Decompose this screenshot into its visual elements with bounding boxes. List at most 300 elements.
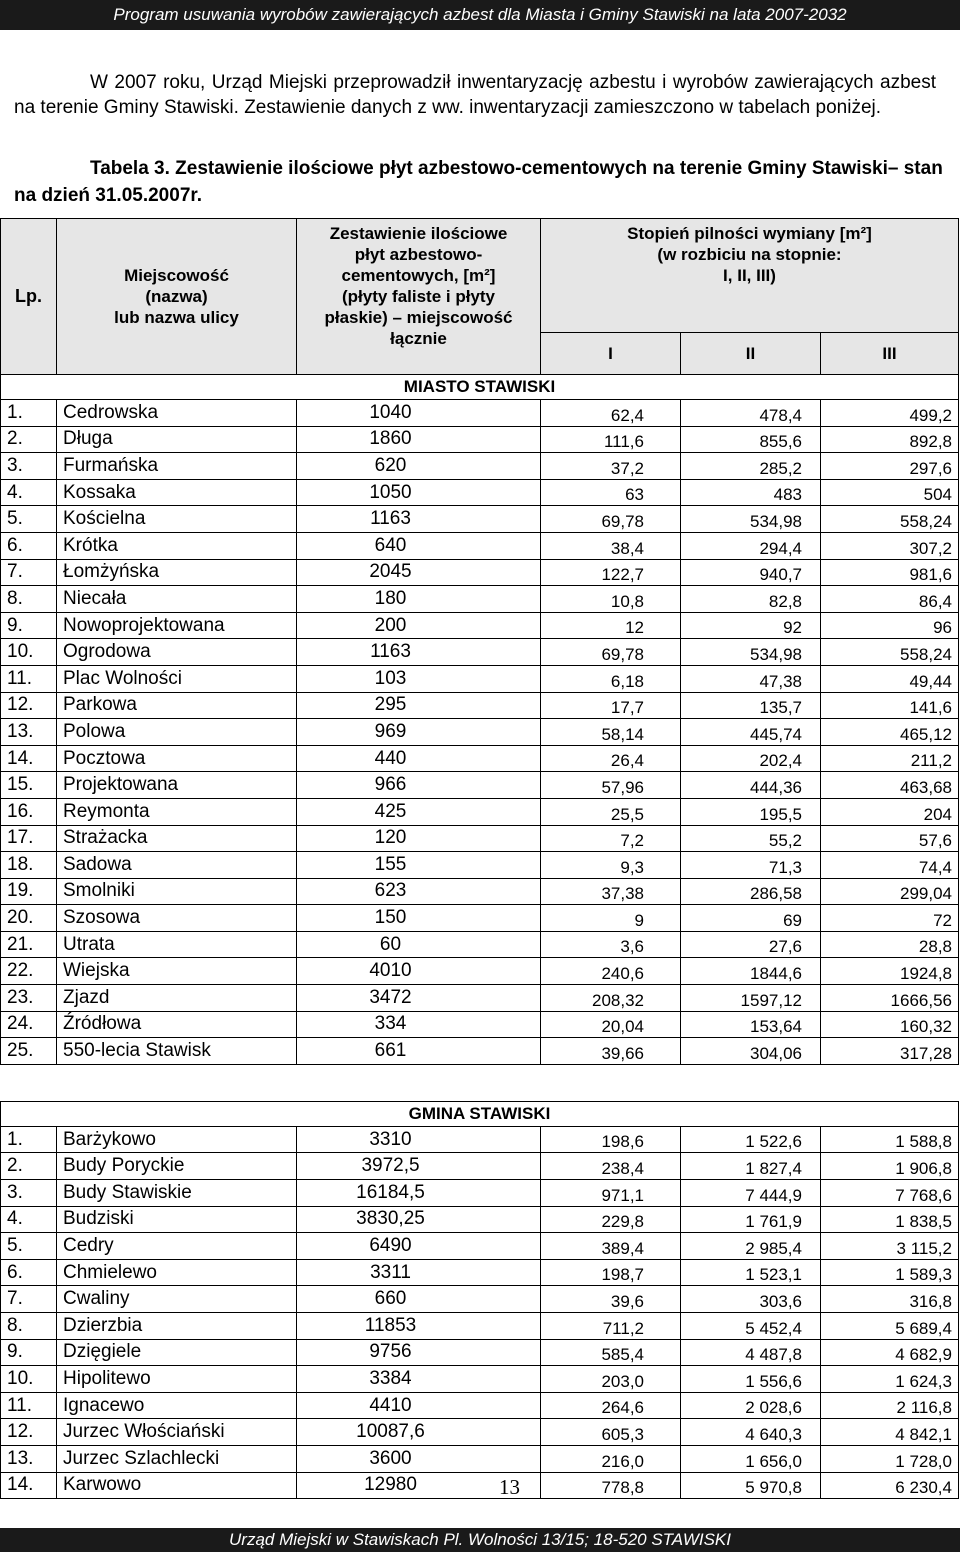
row-stage-3: 72 bbox=[821, 905, 959, 932]
header-name-line: Miejscowość bbox=[124, 266, 229, 285]
row-total: 9756 bbox=[297, 1339, 541, 1366]
row-lp: 5. bbox=[1, 1233, 57, 1260]
table-row bbox=[1, 772, 959, 799]
row-stage-1: 39,6 bbox=[541, 1286, 681, 1313]
intro-paragraph bbox=[14, 70, 936, 120]
section-miasto-label: MIASTO STAWISKI bbox=[1, 375, 959, 400]
header-stage-3: III bbox=[821, 333, 959, 375]
row-total: 103 bbox=[297, 665, 541, 692]
row-lp: 16. bbox=[1, 798, 57, 825]
header-total-line: płaskie) – miejscowość bbox=[324, 308, 513, 327]
row-stage-3: 3 115,2 bbox=[821, 1233, 959, 1260]
row-stage-2: 304,06 bbox=[681, 1038, 821, 1065]
section-row-gmina bbox=[1, 1101, 959, 1126]
row-total: 10087,6 bbox=[297, 1419, 541, 1446]
row-stage-2: 534,98 bbox=[681, 506, 821, 533]
row-stage-1: 37,38 bbox=[541, 878, 681, 905]
row-lp: 14. bbox=[1, 1472, 57, 1499]
row-total: 1163 bbox=[297, 639, 541, 666]
row-stage-3: 558,24 bbox=[821, 506, 959, 533]
table-row bbox=[1, 586, 959, 613]
row-stage-3: 86,4 bbox=[821, 586, 959, 613]
spacer-cell bbox=[1, 1064, 959, 1101]
table-row bbox=[1, 1206, 959, 1233]
row-name: Budziski bbox=[57, 1206, 297, 1233]
table-row bbox=[1, 1419, 959, 1446]
row-stage-3: 499,2 bbox=[821, 400, 959, 427]
row-stage-2: 2 985,4 bbox=[681, 1233, 821, 1260]
row-stage-1: 63 bbox=[541, 479, 681, 506]
table-row bbox=[1, 612, 959, 639]
row-stage-1: 111,6 bbox=[541, 426, 681, 453]
row-total: 4410 bbox=[297, 1392, 541, 1419]
row-stage-3: 316,8 bbox=[821, 1286, 959, 1313]
row-total: 966 bbox=[297, 772, 541, 799]
row-stage-1: 62,4 bbox=[541, 400, 681, 427]
table-row bbox=[1, 852, 959, 879]
row-name: Pocztowa bbox=[57, 745, 297, 772]
row-total: 180 bbox=[297, 586, 541, 613]
row-stage-2: 5 452,4 bbox=[681, 1313, 821, 1340]
row-stage-1: 198,6 bbox=[541, 1126, 681, 1153]
row-stage-3: 96 bbox=[821, 612, 959, 639]
row-lp: 2. bbox=[1, 426, 57, 453]
header-name-line: lub nazwa ulicy bbox=[114, 308, 239, 327]
table-row bbox=[1, 825, 959, 852]
header-total-line: (płyty faliste i płyty bbox=[341, 287, 496, 306]
table-row bbox=[1, 745, 959, 772]
row-stage-1: 25,5 bbox=[541, 798, 681, 825]
row-stage-1: 69,78 bbox=[541, 639, 681, 666]
row-stage-1: 9 bbox=[541, 905, 681, 932]
row-stage-3: 892,8 bbox=[821, 426, 959, 453]
row-lp: 6. bbox=[1, 1259, 57, 1286]
row-stage-2: 202,4 bbox=[681, 745, 821, 772]
row-total: 16184,5 bbox=[297, 1180, 541, 1207]
row-total: 425 bbox=[297, 798, 541, 825]
row-stage-2: 135,7 bbox=[681, 692, 821, 719]
row-stage-1: 264,6 bbox=[541, 1392, 681, 1419]
row-lp: 6. bbox=[1, 532, 57, 559]
row-lp: 11. bbox=[1, 665, 57, 692]
row-stage-3: 307,2 bbox=[821, 532, 959, 559]
row-total: 11853 bbox=[297, 1313, 541, 1340]
row-total: 1163 bbox=[297, 506, 541, 533]
header-stage-2: II bbox=[681, 333, 821, 375]
row-stage-3: 49,44 bbox=[821, 665, 959, 692]
row-stage-2: 2 028,6 bbox=[681, 1392, 821, 1419]
row-stage-3: 204 bbox=[821, 798, 959, 825]
row-stage-3: 1 906,8 bbox=[821, 1153, 959, 1180]
table-row bbox=[1, 1339, 959, 1366]
row-stage-3: 7 768,6 bbox=[821, 1180, 959, 1207]
row-stage-3: 463,68 bbox=[821, 772, 959, 799]
row-stage-3: 28,8 bbox=[821, 931, 959, 958]
row-name: Łomżyńska bbox=[57, 559, 297, 586]
table-row bbox=[1, 905, 959, 932]
row-total: 623 bbox=[297, 878, 541, 905]
row-lp: 17. bbox=[1, 825, 57, 852]
header-total-line: płyt azbestowo- bbox=[354, 245, 483, 264]
page-number: 13 bbox=[499, 1475, 520, 1499]
row-lp: 12. bbox=[1, 1419, 57, 1446]
row-lp: 10. bbox=[1, 639, 57, 666]
table-row bbox=[1, 1126, 959, 1153]
row-stage-3: 981,6 bbox=[821, 559, 959, 586]
row-stage-3: 57,6 bbox=[821, 825, 959, 852]
row-total: 3472 bbox=[297, 985, 541, 1012]
row-name: Dzięgiele bbox=[57, 1339, 297, 1366]
table-row bbox=[1, 878, 959, 905]
table-row bbox=[1, 931, 959, 958]
row-stage-2: 153,64 bbox=[681, 1011, 821, 1038]
row-stage-1: 17,7 bbox=[541, 692, 681, 719]
row-stage-3: 465,12 bbox=[821, 719, 959, 746]
row-total: 440 bbox=[297, 745, 541, 772]
row-stage-3: 1 588,8 bbox=[821, 1126, 959, 1153]
row-stage-1: 216,0 bbox=[541, 1445, 681, 1472]
row-stage-1: 778,8 bbox=[541, 1472, 681, 1499]
row-stage-2: 1 827,4 bbox=[681, 1153, 821, 1180]
row-total: 60 bbox=[297, 931, 541, 958]
row-lp: 9. bbox=[1, 612, 57, 639]
row-stage-3: 6 230,4 bbox=[821, 1472, 959, 1499]
row-stage-2: 1 522,6 bbox=[681, 1126, 821, 1153]
row-stage-2: 1844,6 bbox=[681, 958, 821, 985]
table-row bbox=[1, 1259, 959, 1286]
row-name: Wiejska bbox=[57, 958, 297, 985]
row-name: Dzierzbia bbox=[57, 1313, 297, 1340]
row-stage-1: 58,14 bbox=[541, 719, 681, 746]
row-stage-3: 141,6 bbox=[821, 692, 959, 719]
row-stage-1: 26,4 bbox=[541, 745, 681, 772]
row-lp: 11. bbox=[1, 1392, 57, 1419]
row-total: 12980 bbox=[297, 1472, 541, 1499]
row-stage-2: 940,7 bbox=[681, 559, 821, 586]
header-total-line: cementowych, [m²] bbox=[341, 266, 496, 285]
row-stage-3: 1666,56 bbox=[821, 985, 959, 1012]
row-lp: 7. bbox=[1, 1286, 57, 1313]
table-row bbox=[1, 400, 959, 427]
row-stage-1: 198,7 bbox=[541, 1259, 681, 1286]
row-stage-2: 1597,12 bbox=[681, 985, 821, 1012]
row-stage-2: 5 970,8 bbox=[681, 1472, 821, 1499]
row-stage-1: 240,6 bbox=[541, 958, 681, 985]
row-stage-2: 855,6 bbox=[681, 426, 821, 453]
row-total: 660 bbox=[297, 1286, 541, 1313]
table-row bbox=[1, 1011, 959, 1038]
row-total: 150 bbox=[297, 905, 541, 932]
row-lp: 4. bbox=[1, 1206, 57, 1233]
row-lp: 8. bbox=[1, 586, 57, 613]
row-stage-3: 4 842,1 bbox=[821, 1419, 959, 1446]
table-row bbox=[1, 719, 959, 746]
page-footer: Urząd Miejski w Stawiskach Pl. Wolności 13/15; 18-520 STAWISKI bbox=[0, 1528, 960, 1552]
table-row bbox=[1, 1472, 959, 1499]
row-stage-2: 303,6 bbox=[681, 1286, 821, 1313]
row-stage-1: 203,0 bbox=[541, 1366, 681, 1393]
row-stage-3: 1 624,3 bbox=[821, 1366, 959, 1393]
row-total: 1040 bbox=[297, 400, 541, 427]
header-stage-1: I bbox=[541, 333, 681, 375]
row-stage-2: 71,3 bbox=[681, 852, 821, 879]
table-row bbox=[1, 559, 959, 586]
row-total: 4010 bbox=[297, 958, 541, 985]
row-lp: 3. bbox=[1, 453, 57, 480]
row-stage-3: 5 689,4 bbox=[821, 1313, 959, 1340]
row-lp: 19. bbox=[1, 878, 57, 905]
row-stage-2: 1 656,0 bbox=[681, 1445, 821, 1472]
row-lp: 12. bbox=[1, 692, 57, 719]
row-name: Hipolitewo bbox=[57, 1366, 297, 1393]
table-row bbox=[1, 1366, 959, 1393]
row-total: 661 bbox=[297, 1038, 541, 1065]
row-stage-2: 4 640,3 bbox=[681, 1419, 821, 1446]
table-row bbox=[1, 1153, 959, 1180]
row-name: Smolniki bbox=[57, 878, 297, 905]
row-name: Ogrodowa bbox=[57, 639, 297, 666]
row-total: 295 bbox=[297, 692, 541, 719]
row-stage-2: 1 556,6 bbox=[681, 1366, 821, 1393]
section-gmina-label: GMINA STAWISKI bbox=[1, 1101, 959, 1126]
row-lp: 4. bbox=[1, 479, 57, 506]
caption-text: Tabela 3. Zestawienie ilościowe płyt azbestowo-cementowych na terenie Gminy Stawiski– stan na dzień 31.05.2007r. bbox=[14, 158, 943, 206]
row-stage-2: 444,36 bbox=[681, 772, 821, 799]
row-name: Kossaka bbox=[57, 479, 297, 506]
row-name: Szosowa bbox=[57, 905, 297, 932]
row-name: Sadowa bbox=[57, 852, 297, 879]
row-stage-1: 69,78 bbox=[541, 506, 681, 533]
table-row bbox=[1, 1038, 959, 1065]
row-stage-3: 1 589,3 bbox=[821, 1259, 959, 1286]
row-stage-1: 37,2 bbox=[541, 453, 681, 480]
row-stage-2: 27,6 bbox=[681, 931, 821, 958]
row-name: Jurzec Włościański bbox=[57, 1419, 297, 1446]
row-name: Zjazd bbox=[57, 985, 297, 1012]
row-total: 3384 bbox=[297, 1366, 541, 1393]
table-row bbox=[1, 1392, 959, 1419]
row-total: 2045 bbox=[297, 559, 541, 586]
row-stage-3: 74,4 bbox=[821, 852, 959, 879]
row-stage-3: 299,04 bbox=[821, 878, 959, 905]
row-total: 3830,25 bbox=[297, 1206, 541, 1233]
table-row bbox=[1, 958, 959, 985]
row-stage-2: 55,2 bbox=[681, 825, 821, 852]
section-row-miasto bbox=[1, 375, 959, 400]
row-stage-2: 47,38 bbox=[681, 665, 821, 692]
row-stage-2: 195,5 bbox=[681, 798, 821, 825]
row-stage-1: 238,4 bbox=[541, 1153, 681, 1180]
row-stage-1: 6,18 bbox=[541, 665, 681, 692]
row-name: Niecała bbox=[57, 586, 297, 613]
row-name: Projektowana bbox=[57, 772, 297, 799]
row-total: 3600 bbox=[297, 1445, 541, 1472]
row-lp: 5. bbox=[1, 506, 57, 533]
row-stage-2: 286,58 bbox=[681, 878, 821, 905]
header-stage-line: (w rozbiciu na stopnie: bbox=[657, 245, 842, 264]
row-total: 620 bbox=[297, 453, 541, 480]
row-name: Cedry bbox=[57, 1233, 297, 1260]
table-row bbox=[1, 692, 959, 719]
row-name: Jurzec Szlachlecki bbox=[57, 1445, 297, 1472]
row-name: Reymonta bbox=[57, 798, 297, 825]
row-total: 120 bbox=[297, 825, 541, 852]
row-stage-3: 211,2 bbox=[821, 745, 959, 772]
row-stage-1: 605,3 bbox=[541, 1419, 681, 1446]
table-row bbox=[1, 985, 959, 1012]
table-row bbox=[1, 426, 959, 453]
row-lp: 23. bbox=[1, 985, 57, 1012]
row-stage-1: 122,7 bbox=[541, 559, 681, 586]
row-total: 6490 bbox=[297, 1233, 541, 1260]
table-row bbox=[1, 798, 959, 825]
header-stage-line: I, II, III) bbox=[723, 266, 776, 285]
row-name: Krótka bbox=[57, 532, 297, 559]
row-name: Barżykowo bbox=[57, 1126, 297, 1153]
row-stage-1: 208,32 bbox=[541, 985, 681, 1012]
row-name: Furmańska bbox=[57, 453, 297, 480]
row-stage-3: 4 682,9 bbox=[821, 1339, 959, 1366]
row-stage-3: 558,24 bbox=[821, 639, 959, 666]
row-name: Utrata bbox=[57, 931, 297, 958]
table-row bbox=[1, 1286, 959, 1313]
row-stage-2: 294,4 bbox=[681, 532, 821, 559]
header-total bbox=[297, 219, 541, 375]
row-total: 969 bbox=[297, 719, 541, 746]
row-name: Karwowo bbox=[57, 1472, 297, 1499]
row-lp: 21. bbox=[1, 931, 57, 958]
row-stage-1: 7,2 bbox=[541, 825, 681, 852]
intro-text: W 2007 roku, Urząd Miejski przeprowadził inwentaryzację azbestu i wyrobów zawierających azbest na terenie Gminy Stawiski. Zestawienie danych z ww. inwentaryzacji zamieszczono w tabelach poniżej. bbox=[14, 72, 936, 118]
row-stage-2: 69 bbox=[681, 905, 821, 932]
row-lp: 18. bbox=[1, 852, 57, 879]
table-row bbox=[1, 1233, 959, 1260]
row-total: 640 bbox=[297, 532, 541, 559]
header-name-line: (nazwa) bbox=[145, 287, 208, 306]
table-row bbox=[1, 453, 959, 480]
table-row bbox=[1, 1445, 959, 1472]
row-total: 3310 bbox=[297, 1126, 541, 1153]
row-name: Nowoprojektowana bbox=[57, 612, 297, 639]
row-name: Kościelna bbox=[57, 506, 297, 533]
row-lp: 24. bbox=[1, 1011, 57, 1038]
table-header-row bbox=[1, 219, 959, 333]
row-stage-1: 3,6 bbox=[541, 931, 681, 958]
table-row bbox=[1, 1180, 959, 1207]
row-stage-3: 504 bbox=[821, 479, 959, 506]
table-row bbox=[1, 479, 959, 506]
row-name: Źródłowa bbox=[57, 1011, 297, 1038]
row-lp: 9. bbox=[1, 1339, 57, 1366]
row-name: Budy Stawiskie bbox=[57, 1180, 297, 1207]
row-stage-2: 1 761,9 bbox=[681, 1206, 821, 1233]
row-stage-2: 1 523,1 bbox=[681, 1259, 821, 1286]
row-stage-1: 39,66 bbox=[541, 1038, 681, 1065]
row-stage-1: 229,8 bbox=[541, 1206, 681, 1233]
row-stage-1: 971,1 bbox=[541, 1180, 681, 1207]
row-name: Strażacka bbox=[57, 825, 297, 852]
row-stage-1: 389,4 bbox=[541, 1233, 681, 1260]
row-stage-1: 12 bbox=[541, 612, 681, 639]
row-total: 1050 bbox=[297, 479, 541, 506]
table-row bbox=[1, 506, 959, 533]
row-name: 550-lecia Stawisk bbox=[57, 1038, 297, 1065]
row-name: Cedrowska bbox=[57, 400, 297, 427]
row-lp: 13. bbox=[1, 719, 57, 746]
row-name: Ignacewo bbox=[57, 1392, 297, 1419]
row-stage-2: 534,98 bbox=[681, 639, 821, 666]
row-stage-1: 20,04 bbox=[541, 1011, 681, 1038]
header-total-line: Zestawienie ilościowe bbox=[329, 224, 508, 243]
row-stage-3: 297,6 bbox=[821, 453, 959, 480]
row-stage-3: 160,32 bbox=[821, 1011, 959, 1038]
row-total: 200 bbox=[297, 612, 541, 639]
row-stage-1: 38,4 bbox=[541, 532, 681, 559]
row-stage-2: 478,4 bbox=[681, 400, 821, 427]
row-lp: 25. bbox=[1, 1038, 57, 1065]
row-stage-2: 4 487,8 bbox=[681, 1339, 821, 1366]
row-name: Chmielewo bbox=[57, 1259, 297, 1286]
row-total: 1860 bbox=[297, 426, 541, 453]
table-row bbox=[1, 1313, 959, 1340]
row-stage-2: 82,8 bbox=[681, 586, 821, 613]
row-lp: 10. bbox=[1, 1366, 57, 1393]
header-lp: Lp. bbox=[1, 219, 57, 375]
row-name: Parkowa bbox=[57, 692, 297, 719]
row-total: 3972,5 bbox=[297, 1153, 541, 1180]
row-stage-3: 317,28 bbox=[821, 1038, 959, 1065]
row-lp: 7. bbox=[1, 559, 57, 586]
row-total: 334 bbox=[297, 1011, 541, 1038]
table-row bbox=[1, 639, 959, 666]
row-lp: 8. bbox=[1, 1313, 57, 1340]
row-stage-3: 1 838,5 bbox=[821, 1206, 959, 1233]
row-lp: 14. bbox=[1, 745, 57, 772]
row-lp: 15. bbox=[1, 772, 57, 799]
row-name: Cwaliny bbox=[57, 1286, 297, 1313]
header-stage bbox=[541, 219, 959, 333]
row-stage-3: 2 116,8 bbox=[821, 1392, 959, 1419]
row-lp: 13. bbox=[1, 1445, 57, 1472]
spacer-row bbox=[1, 1064, 959, 1101]
row-stage-2: 445,74 bbox=[681, 719, 821, 746]
row-lp: 1. bbox=[1, 1126, 57, 1153]
row-stage-2: 483 bbox=[681, 479, 821, 506]
table-caption bbox=[14, 155, 944, 209]
row-total: 3311 bbox=[297, 1259, 541, 1286]
row-stage-1: 711,2 bbox=[541, 1313, 681, 1340]
row-name: Długa bbox=[57, 426, 297, 453]
header-name bbox=[57, 219, 297, 375]
row-lp: 2. bbox=[1, 1153, 57, 1180]
row-name: Budy Poryckie bbox=[57, 1153, 297, 1180]
page-header: Program usuwania wyrobów zawierających azbest dla Miasta i Gminy Stawiski na lata 2007-2032 bbox=[0, 0, 960, 30]
row-stage-3: 1924,8 bbox=[821, 958, 959, 985]
table-body bbox=[1, 375, 959, 1499]
header-stage-line: Stopień pilności wymiany [m²] bbox=[627, 224, 872, 243]
row-stage-3: 1 728,0 bbox=[821, 1445, 959, 1472]
row-stage-1: 585,4 bbox=[541, 1339, 681, 1366]
row-stage-2: 7 444,9 bbox=[681, 1180, 821, 1207]
row-lp: 1. bbox=[1, 400, 57, 427]
row-total: 155 bbox=[297, 852, 541, 879]
table-row bbox=[1, 665, 959, 692]
row-stage-1: 10,8 bbox=[541, 586, 681, 613]
header-total-line: łącznie bbox=[390, 329, 447, 348]
row-lp: 22. bbox=[1, 958, 57, 985]
row-stage-1: 57,96 bbox=[541, 772, 681, 799]
table-row bbox=[1, 532, 959, 559]
